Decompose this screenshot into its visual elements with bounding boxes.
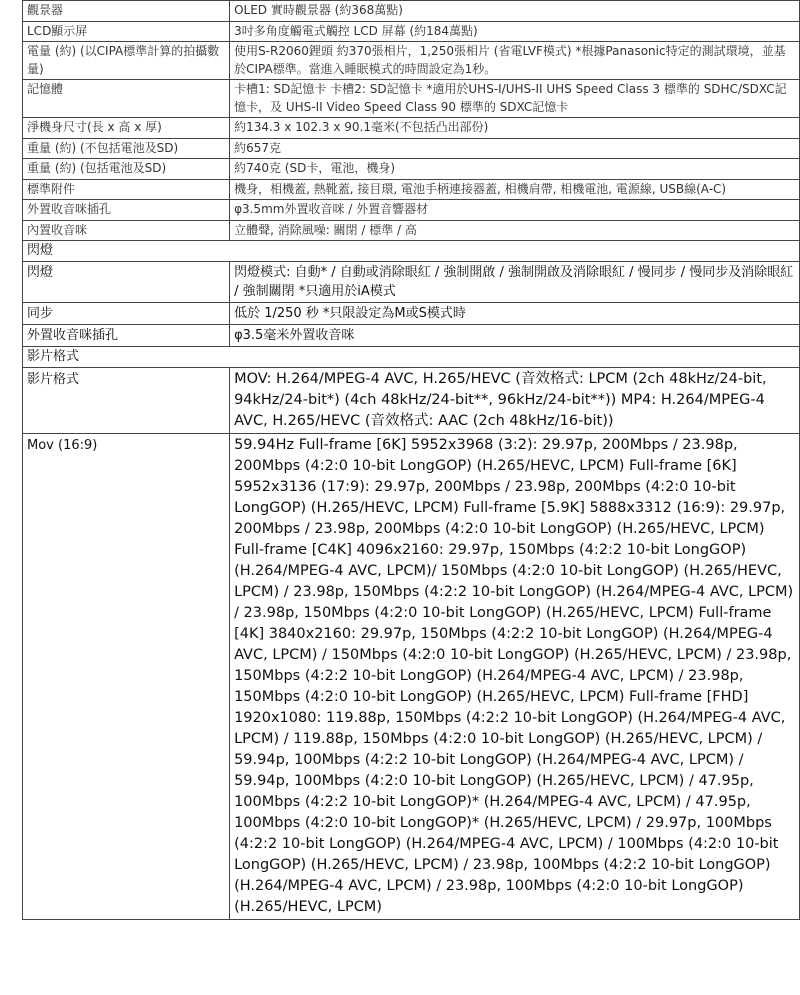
- spec-value: φ3.5毫米外置收音咪: [230, 325, 800, 347]
- spec-row: [23, 368, 800, 434]
- spec-label: 淨機身尺寸(長 x 高 x 厚): [23, 118, 230, 139]
- spec-label: 重量 (約) (不包括電池及SD): [23, 138, 230, 159]
- spec-table: [22, 0, 800, 920]
- spec-value: 低於 1/250 秒 *只限設定為M或S模式時: [230, 303, 800, 325]
- spec-label: 外置收音咪插孔: [23, 200, 230, 221]
- spec-value: 卡槽1: SD記憶卡 卡槽2: SD記憶卡 *適用於UHS-I/UHS-II UHS Speed Class 3 標準的 SDHC/SDXC記憶卡，及 UHS-II Video Speed Class 90 標準的 SDXC記憶卡: [230, 80, 800, 118]
- spec-value: 立體聲, 消除風噪: 關閉 / 標準 / 高: [230, 220, 800, 241]
- spec-row: [23, 262, 800, 303]
- spec-value: 使用S-R2060鋰頭 約370張相片，1,250張相片 (省電LVF模式) *根據Panasonic特定的測試環境，並基於CIPA標準。當進入睡眠模式的時間設定為1秒。: [230, 42, 800, 80]
- spec-row: [23, 200, 800, 221]
- spec-value: 約134.3 x 102.3 x 90.1毫米(不包括凸出部份): [230, 118, 800, 139]
- spec-value: 閃燈模式: 自動* / 自動或消除眼紅 / 強制開啟 / 強制開啟及消除眼紅 / 慢同步 / 慢同步及消除眼紅 / 強制關閉 *只適用於iA模式: [230, 262, 800, 303]
- spec-row: [23, 118, 800, 139]
- spec-value: 約657克: [230, 138, 800, 159]
- spec-row: [23, 42, 800, 80]
- spec-label: 閃燈: [23, 262, 230, 303]
- spec-label: 重量 (約) (包括電池及SD): [23, 159, 230, 180]
- spec-value: 約740克 (SD卡，電池，機身): [230, 159, 800, 180]
- spec-label: 記憶體: [23, 80, 230, 118]
- spec-row: [23, 21, 800, 42]
- spec-row: [23, 303, 800, 325]
- spec-label: 觀景器: [23, 1, 230, 22]
- spec-row: [23, 434, 800, 920]
- spec-label: 內置收音咪: [23, 220, 230, 241]
- section-title: 影片格式: [23, 347, 800, 368]
- spec-label: 同步: [23, 303, 230, 325]
- section-header-flash: [23, 241, 800, 262]
- spec-label: 標準附件: [23, 179, 230, 200]
- spec-label: 影片格式: [23, 368, 230, 434]
- spec-value: 機身，相機蓋, 熱靴蓋, 接目環, 電池手柄連接器蓋, 相機肩帶, 相機電池, 電源線, USB線(A-C): [230, 179, 800, 200]
- spec-value: OLED 實時觀景器 (約368萬點): [230, 1, 800, 22]
- section-header-video: [23, 347, 800, 368]
- spec-value: MOV: H.264/MPEG-4 AVC, H.265/HEVC (音效格式: LPCM (2ch 48kHz/24-bit, 94kHz/24-bit*) (4ch 48kHz/24-bit**, 96kHz/24-bit**)) MP4: H.264/MPEG-4 AVC, H.265/HEVC (音效格式: AAC (2ch 48kHz/16-bit)): [230, 368, 800, 434]
- spec-value: φ3.5mm外置收音咪 / 外置音響器材: [230, 200, 800, 221]
- spec-label: 電量 (約) (以CIPA標準計算的拍攝數量): [23, 42, 230, 80]
- spec-row: [23, 179, 800, 200]
- spec-row: [23, 1, 800, 22]
- section-title: 閃燈: [23, 241, 800, 262]
- spec-row: [23, 80, 800, 118]
- spec-row: [23, 159, 800, 180]
- spec-row: [23, 220, 800, 241]
- spec-value: 3吋多角度觸電式觸控 LCD 屏幕 (約184萬點): [230, 21, 800, 42]
- spec-value: 59.94Hz Full-frame [6K] 5952x3968 (3:2): 29.97p, 200Mbps / 23.98p, 200Mbps (4:2:0 10-bit LongGOP) (H.265/HEVC, LPCM) Full-frame [6K] 5952x3136 (17:9): 29.97p, 200Mbps / 23.98p, 200Mbps (4:2:0 10-bit LongGOP) (H.265/HEVC, LPCM) Full-frame [5.9K] 5888x3312 (16:9): 29.97p, 200Mbps / 23.98p, 200Mbps (4:2:0 10-bit LongGOP) (H.265/HEVC, LPCM) Full-frame [C4K] 4096x2160: 29.97p, 150Mbps (4:2:2 10-bit LongGOP) (H.264/MPEG-4 AVC, LPCM)/ 150Mbps (4:2:0 10-bit LongGOP) (H.265/HEVC, LPCM) / 23.98p, 150Mbps (4:2:2 10-bit LongGOP) (H.264/MPEG-4 AVC, LPCM) / 23.98p, 150Mbps (4:2:0 10-bit LongGOP) (H.265/HEVC, LPCM) Full-frame [4K] 3840x2160: 29.97p, 150Mbps (4:2:2 10-bit LongGOP) (H.264/MPEG-4 AVC, LPCM) / 150Mbps (4:2:0 10-bit LongGOP) (H.265/HEVC, LPCM) / 23.98p, 150Mbps (4:2:2 10-bit LongGOP) (H.264/MPEG-4 AVC, LPCM) / 23.98p, 150Mbps (4:2:0 10-bit LongGOP) (H.265/HEVC, LPCM) Full-frame [FHD] 1920x1080: 119.88p, 150Mbps (4:2:2 10-bit LongGOP) (H.264/MPEG-4 AVC, LPCM) / 119.88p, 150Mbps (4:2:0 10-bit LongGOP) (H.265/HEVC, LPCM) / 59.94p, 100Mbps (4:2:2 10-bit LongGOP) (H.264/MPEG-4 AVC, LPCM) / 59.94p, 100Mbps (4:2:0 10-bit LongGOP) (H.265/HEVC, LPCM) / 47.95p, 100Mbps (4:2:2 10-bit LongGOP)* (H.264/MPEG-4 AVC, LPCM) / 47.95p, 100Mbps (4:2:0 10-bit LongGOP)* (H.265/HEVC, LPCM) / 29.97p, 100Mbps (4:2:2 10-bit LongGOP) (H.264/MPEG-4 AVC, LPCM) / 100Mbps (4:2:0 10-bit LongGOP) (H.265/HEVC, LPCM) / 23.98p, 100Mbps (4:2:2 10-bit LongGOP) (H.264/MPEG-4 AVC, LPCM) / 23.98p, 100Mbps (4:2:0 10-bit LongGOP) (H.265/HEVC, LPCM): [230, 434, 800, 920]
- spec-label: LCD顯示屏: [23, 21, 230, 42]
- spec-label: Mov (16:9): [23, 434, 230, 920]
- spec-row: [23, 325, 800, 347]
- spec-row: [23, 138, 800, 159]
- spec-label: 外置收音咪插孔: [23, 325, 230, 347]
